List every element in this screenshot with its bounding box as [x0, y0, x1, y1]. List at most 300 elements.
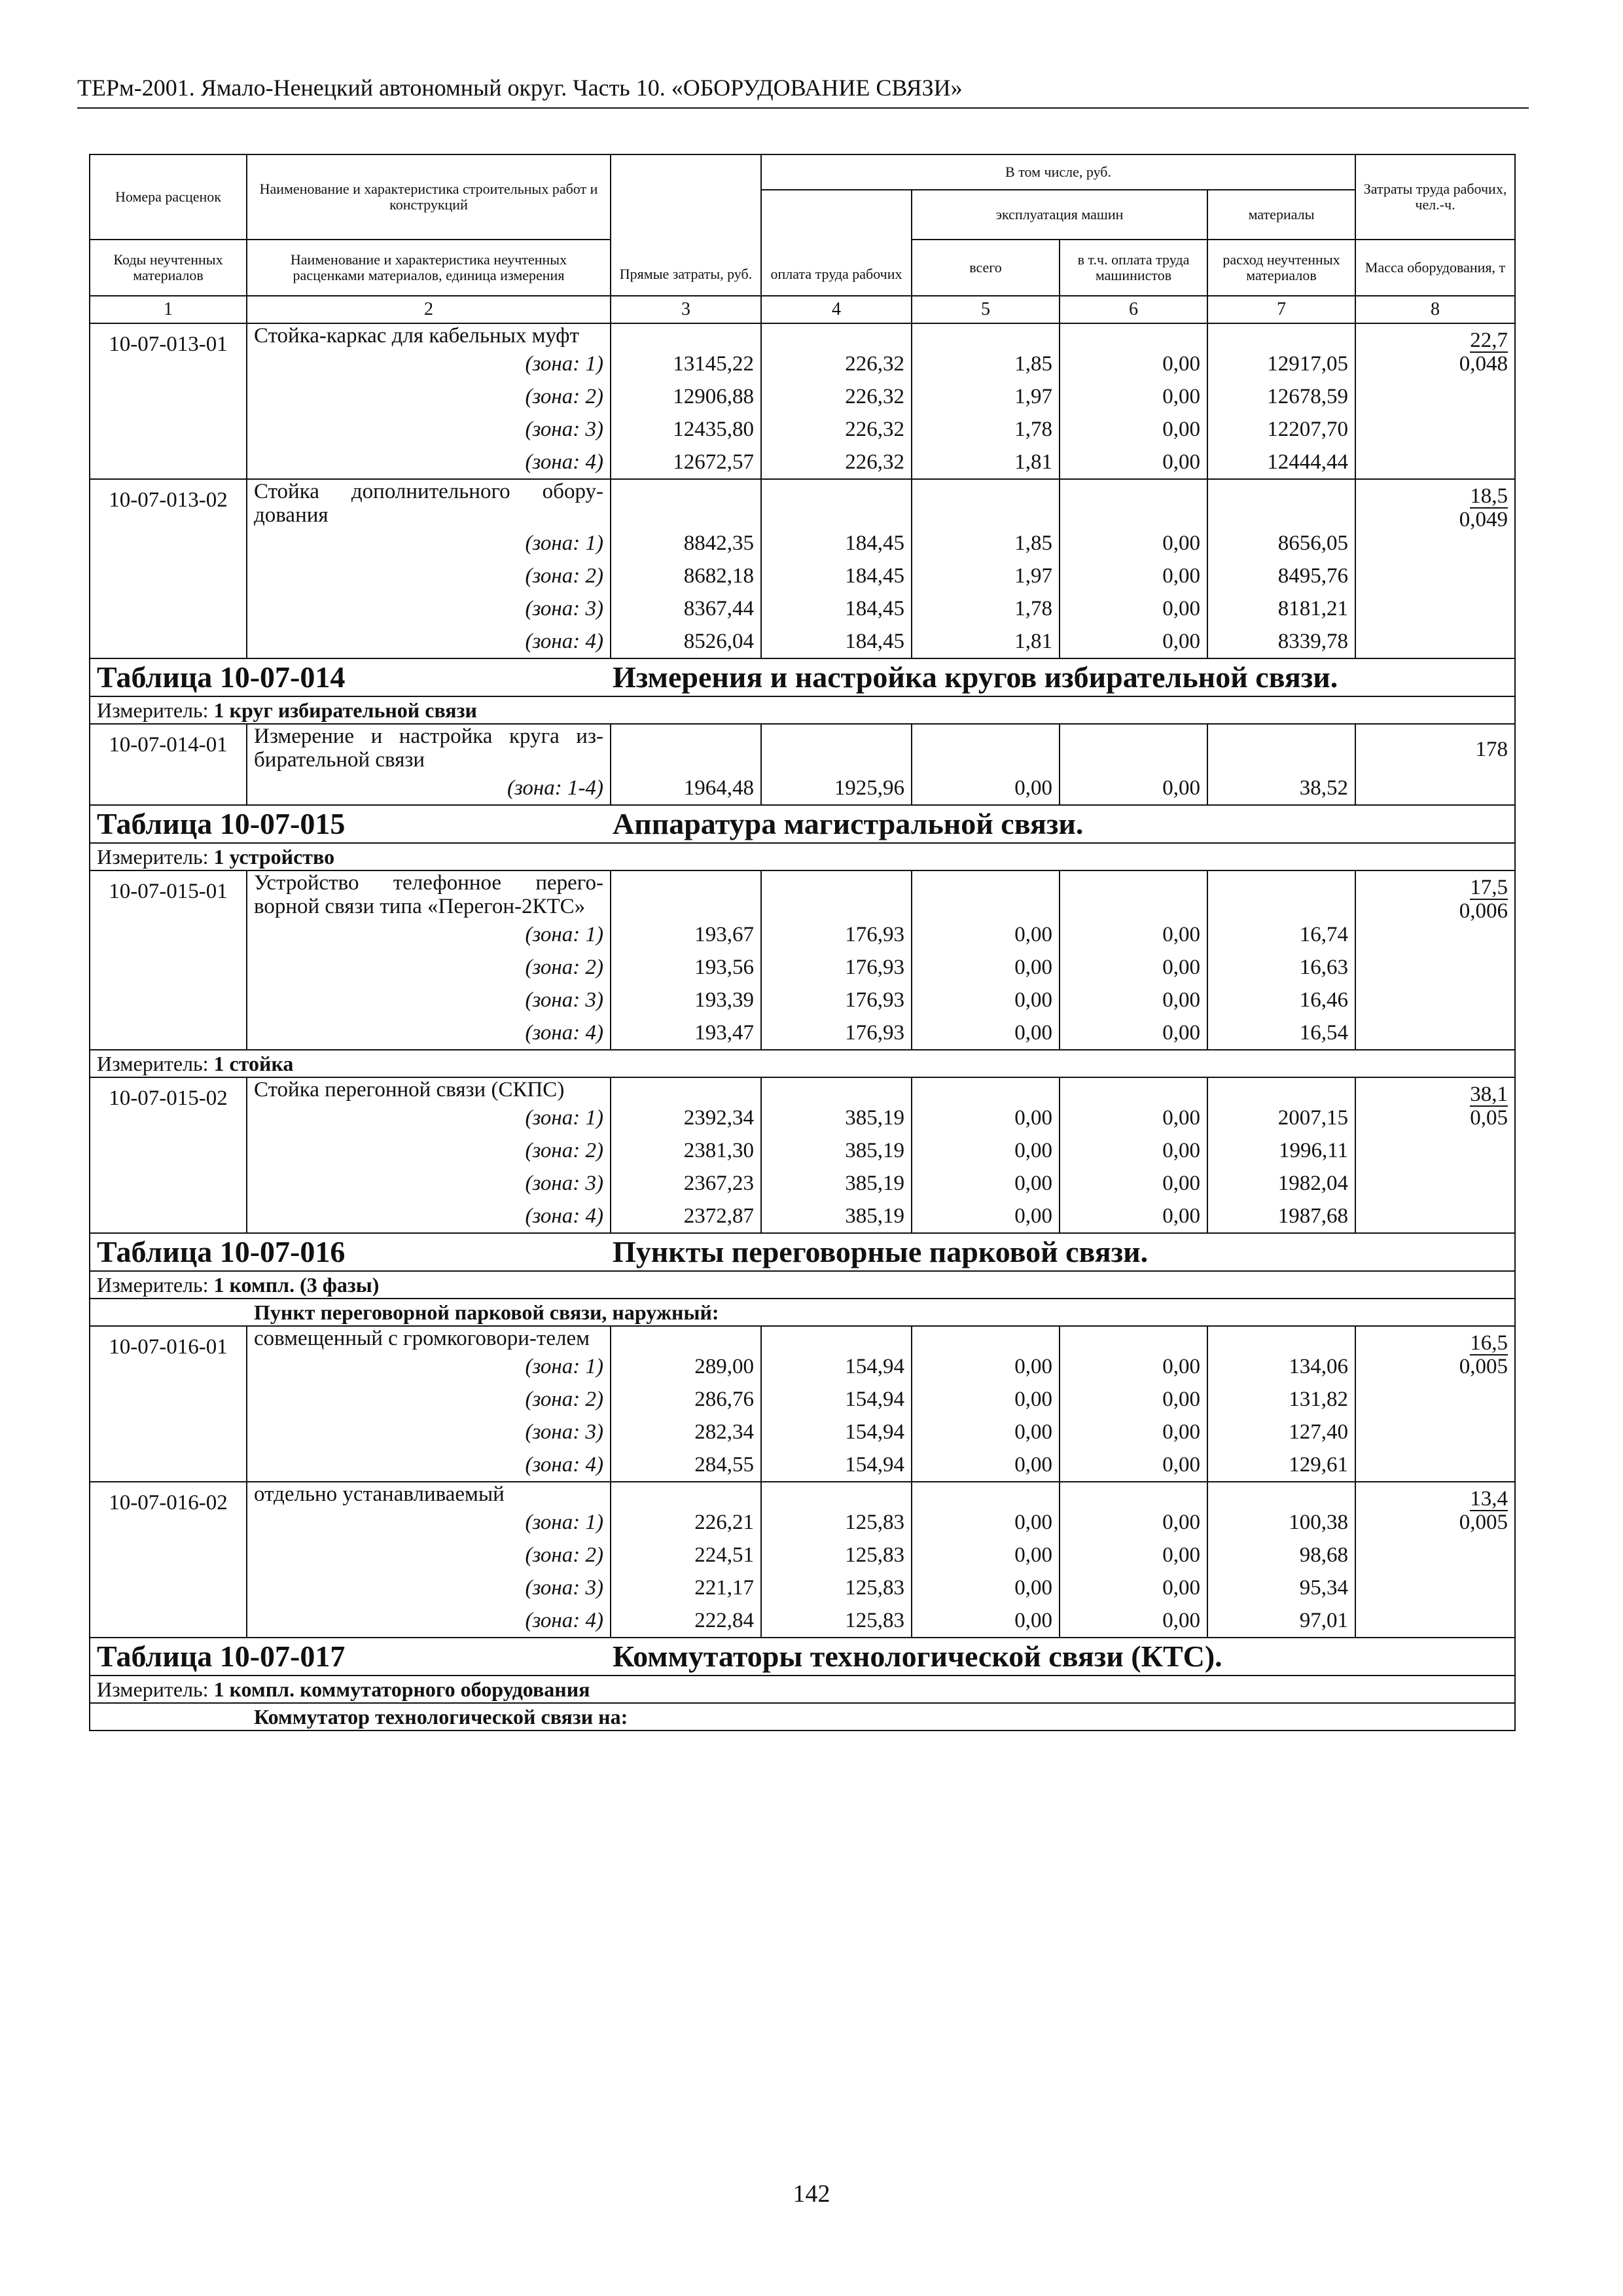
zone-row [90, 1571, 1515, 1604]
zone-value: 385,19 [761, 1200, 912, 1233]
zone-value: 125,83 [761, 1506, 912, 1539]
zone-value: 97,01 [1207, 1604, 1355, 1638]
zone-value: 226,32 [761, 348, 912, 380]
rate-name: Стойка перегонной связи (СКПС) [247, 1077, 611, 1102]
meter [90, 1050, 1515, 1077]
zone-value: 125,83 [761, 1571, 912, 1604]
zone-value: 0,00 [1060, 1506, 1207, 1539]
zone-value: 0,00 [1060, 984, 1207, 1016]
meter-row [90, 696, 1515, 724]
zone-value: 0,00 [912, 1350, 1060, 1383]
empty-cell [761, 323, 912, 348]
zone-value: 1925,96 [761, 772, 912, 805]
zone-row [90, 1200, 1515, 1233]
zone-value: 0,00 [1060, 1416, 1207, 1448]
col-number: 6 [1060, 296, 1207, 323]
zone-value: 1,81 [912, 625, 1060, 658]
table-title-row [90, 658, 1515, 696]
zone-value: 0,00 [912, 1448, 1060, 1482]
labor-mass [1355, 323, 1515, 479]
zone-label: (зона: 3) [247, 592, 611, 625]
empty-cell [912, 323, 1060, 348]
rate-name: Стойка-каркас для кабельных муфт [247, 323, 611, 348]
zone-value: 0,00 [1060, 592, 1207, 625]
zone-value: 2392,34 [611, 1102, 761, 1134]
zone-value: 12207,70 [1207, 413, 1355, 446]
table-title [90, 1233, 1515, 1271]
zone-value: 1,85 [912, 348, 1060, 380]
zone-value: 0,00 [912, 1571, 1060, 1604]
zone-value: 0,00 [912, 1539, 1060, 1571]
zone-value: 193,67 [611, 918, 761, 951]
zone-row [90, 1167, 1515, 1200]
col-number: 5 [912, 296, 1060, 323]
table-title-row [90, 1638, 1515, 1676]
zone-row [90, 413, 1515, 446]
zone-value: 0,00 [912, 918, 1060, 951]
zone-label: (зона: 4) [247, 1200, 611, 1233]
meter-label: Измеритель: [97, 1052, 209, 1075]
empty-cell [1060, 870, 1207, 918]
zone-label: (зона: 1) [247, 918, 611, 951]
meter [90, 1676, 1515, 1703]
zone-value: 12917,05 [1207, 348, 1355, 380]
table-title-row [90, 1233, 1515, 1271]
zone-label: (зона: 3) [247, 984, 611, 1016]
zone-value: 154,94 [761, 1448, 912, 1482]
rate-row [90, 1077, 1515, 1102]
zone-value: 8526,04 [611, 625, 761, 658]
meter-value: 1 компл. (3 фазы) [213, 1273, 380, 1297]
zone-value: 184,45 [761, 527, 912, 560]
labor-mass [1355, 1077, 1515, 1233]
rate-row [90, 1326, 1515, 1350]
zone-value: 1,78 [912, 413, 1060, 446]
zone-row [90, 348, 1515, 380]
zone-label: (зона: 2) [247, 1539, 611, 1571]
empty-cell [1207, 1326, 1355, 1350]
price-table [89, 154, 1516, 1731]
zone-value: 1964,48 [611, 772, 761, 805]
zone-value: 2007,15 [1207, 1102, 1355, 1134]
empty-cell [912, 1482, 1060, 1506]
zone-value: 0,00 [1060, 348, 1207, 380]
zone-row [90, 1448, 1515, 1482]
meter-label: Измеритель: [97, 845, 209, 869]
zone-value: 0,00 [1060, 446, 1207, 479]
labor-value: 38,1 [1470, 1083, 1508, 1106]
mass-value: 0,048 [1459, 352, 1508, 376]
rate-row [90, 870, 1515, 918]
zone-value: 8339,78 [1207, 625, 1355, 658]
zone-value: 385,19 [761, 1167, 912, 1200]
zone-value: 284,55 [611, 1448, 761, 1482]
zone-value: 226,32 [761, 446, 912, 479]
empty-cell [761, 870, 912, 918]
col-number: 2 [247, 296, 611, 323]
zone-value: 282,34 [611, 1416, 761, 1448]
zone-row [90, 1016, 1515, 1050]
zone-value: 0,00 [1060, 1102, 1207, 1134]
rate-name: совмещенный с громкоговори-телем [247, 1326, 611, 1350]
incl-header: В том числе, руб. [761, 154, 1355, 190]
zone-value: 2381,30 [611, 1134, 761, 1167]
zone-row [90, 592, 1515, 625]
empty-cell [1060, 724, 1207, 772]
mass-value: 0,049 [1459, 508, 1508, 531]
zone-value: 176,93 [761, 951, 912, 984]
zone-value: 176,93 [761, 1016, 912, 1050]
labor-value: 13,4 [1470, 1487, 1508, 1511]
table-title [90, 658, 1515, 696]
zone-label: (зона: 2) [247, 1383, 611, 1416]
zone-value: 8181,21 [1207, 592, 1355, 625]
zone-row [90, 527, 1515, 560]
empty-cell [1207, 724, 1355, 772]
zone-value: 0,00 [1060, 1539, 1207, 1571]
meter [90, 696, 1515, 724]
zone-value: 286,76 [611, 1383, 761, 1416]
zone-value: 0,00 [1060, 1571, 1207, 1604]
labor-value: 22,7 [1470, 329, 1508, 352]
zone-value: 184,45 [761, 625, 912, 658]
labor-value: 17,5 [1470, 876, 1508, 899]
labor-value: 16,5 [1470, 1331, 1508, 1355]
zone-row [90, 446, 1515, 479]
zone-value: 2372,87 [611, 1200, 761, 1233]
empty-cell [611, 479, 761, 527]
zone-value: 0,00 [912, 1383, 1060, 1416]
zone-value: 1,97 [912, 560, 1060, 592]
col3-header: Прямые затраты, руб. [611, 154, 761, 296]
zone-value: 0,00 [1060, 1383, 1207, 1416]
zone-value: 0,00 [1060, 1167, 1207, 1200]
zone-value: 0,00 [912, 1016, 1060, 1050]
zone-value: 176,93 [761, 918, 912, 951]
empty-cell [1060, 323, 1207, 348]
zone-row [90, 625, 1515, 658]
empty-cell [611, 323, 761, 348]
zone-label: (зона: 1-4) [247, 772, 611, 805]
col5-header: всего [912, 240, 1060, 296]
zone-value: 16,63 [1207, 951, 1355, 984]
zone-value: 0,00 [1060, 918, 1207, 951]
zone-value: 0,00 [1060, 527, 1207, 560]
rate-code: 10-07-013-01 [90, 323, 247, 479]
labor-mass [1355, 1326, 1515, 1482]
zone-value: 0,00 [912, 1167, 1060, 1200]
zone-row [90, 951, 1515, 984]
zone-value: 221,17 [611, 1571, 761, 1604]
zone-label: (зона: 1) [247, 1350, 611, 1383]
rate-code: 10-07-016-02 [90, 1482, 247, 1638]
meter-row [90, 1050, 1515, 1077]
col1-header: Номера расценок [90, 154, 247, 240]
zone-value: 0,00 [1060, 413, 1207, 446]
meter-value: 1 компл. коммутаторного оборудования [213, 1677, 590, 1701]
zone-value: 0,00 [912, 1506, 1060, 1539]
zone-value: 1987,68 [1207, 1200, 1355, 1233]
group-heading: Пункт переговорной парковой связи, наружный: [90, 1299, 1515, 1326]
zone-value: 95,34 [1207, 1571, 1355, 1604]
rate-row [90, 479, 1515, 527]
col1-header-bottom: Коды неучтенных материалов [90, 240, 247, 296]
table-heading: Измерения и настройка кругов избирательной связи. [613, 660, 1338, 694]
zone-value: 12672,57 [611, 446, 761, 479]
zone-label: (зона: 1) [247, 527, 611, 560]
zone-label: (зона: 4) [247, 446, 611, 479]
zone-value: 1,81 [912, 446, 1060, 479]
zone-value: 1982,04 [1207, 1167, 1355, 1200]
empty-cell [1060, 1482, 1207, 1506]
meter-value: 1 устройство [213, 845, 335, 869]
col7-header: расход неучтенных материалов [1207, 240, 1355, 296]
page-number: 142 [793, 2180, 830, 2208]
empty-cell [761, 1482, 912, 1506]
zone-label: (зона: 2) [247, 380, 611, 413]
zone-value: 13145,22 [611, 348, 761, 380]
table-title [90, 1638, 1515, 1676]
empty-cell [912, 724, 1060, 772]
empty-cell [761, 1077, 912, 1102]
zone-value: 125,83 [761, 1539, 912, 1571]
table-heading: Аппаратура магистральной связи. [613, 807, 1084, 840]
meter [90, 843, 1515, 870]
empty-cell [912, 1326, 1060, 1350]
meter-row [90, 1676, 1515, 1703]
group-heading: Коммутатор технологической связи на: [90, 1703, 1515, 1731]
col8-header-top: Затраты труда рабочих, чел.-ч. [1355, 154, 1515, 240]
zone-value: 0,00 [912, 1134, 1060, 1167]
zone-value: 16,54 [1207, 1016, 1355, 1050]
empty-cell [1207, 870, 1355, 918]
zone-value: 0,00 [1060, 1448, 1207, 1482]
table-heading: Коммутаторы технологической связи (КТС). [613, 1640, 1222, 1673]
zone-value: 129,61 [1207, 1448, 1355, 1482]
table-number: Таблица 10-07-015 [97, 807, 346, 840]
zone-value: 226,32 [761, 413, 912, 446]
zone-value: 193,47 [611, 1016, 761, 1050]
zone-value: 8842,35 [611, 527, 761, 560]
zone-value: 0,00 [1060, 1350, 1207, 1383]
zone-value: 385,19 [761, 1102, 912, 1134]
zone-value: 127,40 [1207, 1416, 1355, 1448]
mass-value: 0,006 [1459, 899, 1508, 923]
zone-row [90, 1416, 1515, 1448]
zone-value: 1,85 [912, 527, 1060, 560]
rate-row [90, 1482, 1515, 1506]
col-number: 4 [761, 296, 912, 323]
rate-code: 10-07-016-01 [90, 1326, 247, 1482]
zone-row [90, 1506, 1515, 1539]
rate-code: 10-07-013-02 [90, 479, 247, 658]
table-heading: Пункты переговорные парковой связи. [613, 1235, 1149, 1268]
zone-value: 12435,80 [611, 413, 761, 446]
zone-value: 0,00 [912, 772, 1060, 805]
zone-value: 0,00 [1060, 772, 1207, 805]
zone-value: 8495,76 [1207, 560, 1355, 592]
zone-row [90, 1102, 1515, 1134]
zone-value: 193,39 [611, 984, 761, 1016]
rate-code: 10-07-014-01 [90, 724, 247, 805]
empty-cell [912, 1077, 1060, 1102]
empty-cell [761, 1326, 912, 1350]
zone-value: 2367,23 [611, 1167, 761, 1200]
zone-label: (зона: 3) [247, 413, 611, 446]
zone-value: 134,06 [1207, 1350, 1355, 1383]
labor-mass [1355, 1482, 1515, 1638]
zone-value: 226,32 [761, 380, 912, 413]
mass-value: 0,005 [1459, 1355, 1508, 1378]
labor-value: 178 [1475, 738, 1508, 761]
meter-row [90, 1271, 1515, 1299]
empty-cell [1207, 479, 1355, 527]
zone-value: 8682,18 [611, 560, 761, 592]
zone-value: 224,51 [611, 1539, 761, 1571]
empty-cell [611, 870, 761, 918]
zone-row [90, 380, 1515, 413]
zone-value: 8656,05 [1207, 527, 1355, 560]
empty-cell [1060, 479, 1207, 527]
zone-value: 154,94 [761, 1383, 912, 1416]
col4-header: оплата труда рабочих [761, 190, 912, 296]
labor-value: 18,5 [1470, 484, 1508, 508]
zone-label: (зона: 1) [247, 1506, 611, 1539]
meter-label: Измеритель: [97, 1677, 209, 1701]
empty-cell [611, 1326, 761, 1350]
zone-value: 38,52 [1207, 772, 1355, 805]
zone-row [90, 1383, 1515, 1416]
labor-mass [1355, 724, 1515, 805]
rate-name: Устройство телефонное перего-ворной связи типа «Перегон-2КТС» [247, 870, 611, 918]
zone-value: 385,19 [761, 1134, 912, 1167]
zone-value: 0,00 [1060, 1134, 1207, 1167]
zone-label: (зона: 4) [247, 1604, 611, 1638]
empty-cell [761, 724, 912, 772]
zone-label: (зона: 3) [247, 1571, 611, 1604]
table-title [90, 805, 1515, 843]
zone-row [90, 560, 1515, 592]
meter-value: 1 круг избирательной связи [213, 698, 477, 722]
zone-value: 0,00 [1060, 1016, 1207, 1050]
empty-cell [912, 479, 1060, 527]
col-number: 8 [1355, 296, 1515, 323]
col-number: 7 [1207, 296, 1355, 323]
rate-name: Стойка дополнительного обору-дования [247, 479, 611, 527]
zone-value: 125,83 [761, 1604, 912, 1638]
zone-value: 0,00 [1060, 1200, 1207, 1233]
col6-header: в т.ч. оплата труда машинистов [1060, 240, 1207, 296]
zone-value: 0,00 [1060, 951, 1207, 984]
zone-value: 0,00 [912, 951, 1060, 984]
empty-cell [1207, 323, 1355, 348]
group-row [90, 1299, 1515, 1326]
rate-name: Измерение и настройка круга из-бирательной связи [247, 724, 611, 772]
col-number: 1 [90, 296, 247, 323]
zone-row [90, 1134, 1515, 1167]
zone-value: 0,00 [1060, 380, 1207, 413]
empty-cell [1060, 1326, 1207, 1350]
materials-header: материалы [1207, 190, 1355, 240]
zone-value: 16,46 [1207, 984, 1355, 1016]
group-row [90, 1703, 1515, 1731]
zone-value: 1996,11 [1207, 1134, 1355, 1167]
zone-value: 184,45 [761, 560, 912, 592]
zone-row [90, 984, 1515, 1016]
zone-value: 176,93 [761, 984, 912, 1016]
zone-label: (зона: 2) [247, 1134, 611, 1167]
machines-header: эксплуатация машин [912, 190, 1207, 240]
mass-value: 0,005 [1459, 1511, 1508, 1534]
zone-value: 154,94 [761, 1416, 912, 1448]
zone-value: 184,45 [761, 592, 912, 625]
empty-cell [912, 870, 1060, 918]
zone-value: 0,00 [912, 984, 1060, 1016]
zone-value: 154,94 [761, 1350, 912, 1383]
meter [90, 1271, 1515, 1299]
empty-cell [761, 479, 912, 527]
zone-label: (зона: 1) [247, 1102, 611, 1134]
zone-value: 226,21 [611, 1506, 761, 1539]
zone-value: 12906,88 [611, 380, 761, 413]
table-number: Таблица 10-07-014 [97, 660, 346, 694]
zone-value: 131,82 [1207, 1383, 1355, 1416]
zone-value: 100,38 [1207, 1506, 1355, 1539]
rate-row [90, 724, 1515, 772]
zone-row [90, 1604, 1515, 1638]
zone-row [90, 918, 1515, 951]
meter-value: 1 стойка [213, 1052, 294, 1075]
zone-value: 1,97 [912, 380, 1060, 413]
meter-row [90, 843, 1515, 870]
zone-row [90, 772, 1515, 805]
zone-row [90, 1350, 1515, 1383]
zone-value: 12444,44 [1207, 446, 1355, 479]
zone-value: 8367,44 [611, 592, 761, 625]
table-number: Таблица 10-07-016 [97, 1235, 346, 1268]
empty-cell [611, 1077, 761, 1102]
zone-label: (зона: 4) [247, 1016, 611, 1050]
zone-value: 0,00 [1060, 1604, 1207, 1638]
empty-cell [611, 724, 761, 772]
zone-label: (зона: 2) [247, 560, 611, 592]
zone-value: 193,56 [611, 951, 761, 984]
col-number: 3 [611, 296, 761, 323]
zone-value: 289,00 [611, 1350, 761, 1383]
zone-value: 0,00 [1060, 625, 1207, 658]
zone-label: (зона: 1) [247, 348, 611, 380]
zone-label: (зона: 4) [247, 625, 611, 658]
zone-value: 0,00 [912, 1416, 1060, 1448]
empty-cell [611, 1482, 761, 1506]
zone-value: 0,00 [912, 1604, 1060, 1638]
col2-header: Наименование и характеристика строительных работ и конструкций [247, 154, 611, 240]
zone-label: (зона: 4) [247, 1448, 611, 1482]
zone-value: 0,00 [1060, 560, 1207, 592]
empty-cell [1207, 1077, 1355, 1102]
meter-label: Измеритель: [97, 698, 209, 722]
zone-value: 0,00 [912, 1200, 1060, 1233]
zone-label: (зона: 2) [247, 951, 611, 984]
empty-cell [1060, 1077, 1207, 1102]
rate-row [90, 323, 1515, 348]
labor-mass [1355, 479, 1515, 658]
zone-value: 0,00 [912, 1102, 1060, 1134]
zone-value: 16,74 [1207, 918, 1355, 951]
table-title-row [90, 805, 1515, 843]
rate-code: 10-07-015-02 [90, 1077, 247, 1233]
empty-cell [1207, 1482, 1355, 1506]
